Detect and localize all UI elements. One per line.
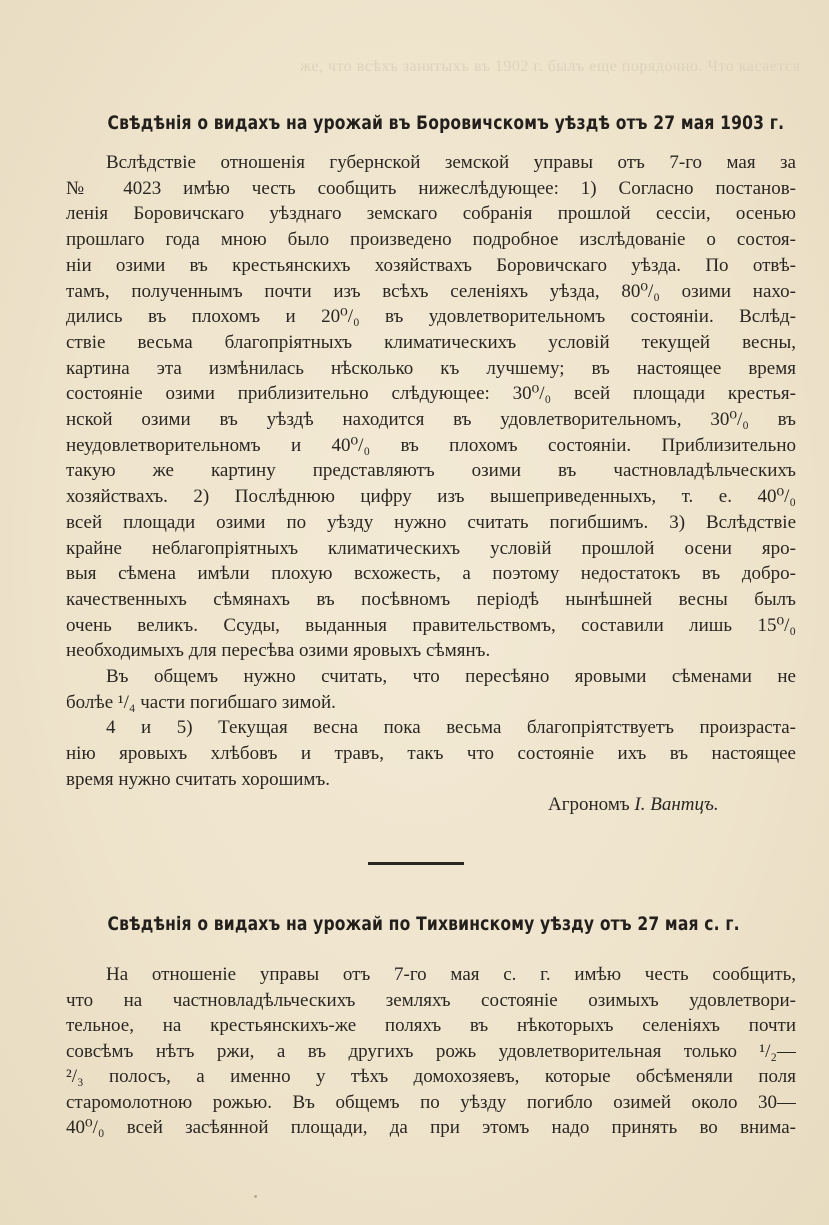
text-line: прошлаго года мною было произведено подробное изслѣдованіе о состоя- (66, 229, 796, 251)
paper-speck (254, 1195, 257, 1198)
text-line: состояніе озими приблизительно слѣдующее: 30⁰/₀ всей площади крестья- (66, 383, 796, 405)
text-line: очень великъ. Ссуды, выданныя правительствомъ, составили лишь 15⁰/₀ (66, 614, 796, 636)
text-line: выя сѣмена имѣли плохую всхожесть, а поэтому недостатокъ въ добро- (66, 563, 796, 585)
text-line: 4 и 5) Текущая весна пока весьма благопріятствуетъ произраста- (106, 717, 796, 739)
text-line: дились въ плохомъ и 20⁰/₀ въ удовлетворительномъ состояніи. Вслѣд- (66, 306, 796, 328)
signature (548, 794, 719, 816)
text-line: необходимыхъ для пересѣва озими яровыхъ сѣмянъ. (66, 640, 491, 662)
text-line: что на частновладѣльческихъ земляхъ состояніе озимыхъ удовлетвори- (66, 989, 796, 1011)
text-line: тамъ, полученнымъ почти изъ всѣхъ селеніяхъ уѣзда, 80⁰/₀ озими нахо- (66, 280, 796, 302)
text-line: крайне неблагопріятныхъ климатическихъ условій прошлой осени яро- (66, 537, 796, 559)
text-line: нію яровыхъ хлѣбовъ и травъ, такъ что состояніе ихъ въ настоящее (66, 743, 796, 765)
section-heading-borovichi: Свѣдѣнія о видахъ на урожай въ Боровичскомъ уѣздѣ отъ 27 мая 1903 г. (107, 112, 785, 134)
text-line: картина эта измѣнилась нѣсколько къ лучшему; въ настоящее время (66, 357, 796, 379)
text-line: Въ общемъ нужно считать, что пересѣяно яровыми сѣменами не (106, 666, 796, 687)
text-line: всей площади озими по уѣзду нужно считать погибшимъ. 3) Вслѣдствіе (66, 511, 796, 533)
text-line: неудовлетворительномъ и 40⁰/₀ въ плохомъ состояніи. Приблизительно (66, 434, 796, 456)
text-line: такую же картину представляютъ озими въ частновладѣльческихъ (66, 460, 796, 482)
text-line: На отношеніе управы отъ 7-го мая с. г. имѣю честь сообщить, (106, 964, 796, 985)
text-line: хозяйствахъ. 2) Послѣднюю цифру изъ вышеприведенныхъ, т. е. 40⁰/₀ (66, 486, 796, 508)
text-line: ніи озими въ крестьянскихъ хозяйствахъ Боровичскаго уѣзда. По отвѣ- (66, 254, 796, 276)
text-line: совсѣмъ нѣтъ ржи, а въ другихъ рожь удовлетворительная только ¹/₂— (66, 1040, 796, 1062)
text-line: ²/₃ полосъ, а именно у тѣхъ домохозяевъ, которые обсѣменяли поля (66, 1066, 796, 1087)
text-line: болѣе ¹/₄ части погибшаго зимой. (66, 691, 336, 713)
text-line: № 4023 имѣю честь сообщить нижеслѣдующее: 1) Согласно постанов- (66, 177, 796, 199)
text-line: нской озими въ уѣздѣ находится въ удовлетворительномъ, 30⁰/₀ въ (66, 409, 796, 430)
text-line: качественныхъ сѣмянахъ въ посѣвномъ періодѣ нынѣшней весны былъ (66, 588, 796, 610)
signature-title: Агрономъ (548, 794, 630, 815)
text-line: время нужно считать хорошимъ. (66, 768, 331, 790)
text-line: ленія Боровичскаго уѣзднаго земскаго собранія прошлой сессіи, осенью (66, 203, 796, 225)
section-heading-tikhvin: Свѣдѣнія о видахъ на урожай по Тихвинскому уѣзду отъ 27 мая с. г. (107, 913, 740, 935)
text-line: 40⁰/₀ всей засѣянной площади, да при этомъ надо принять во внима- (66, 1117, 796, 1138)
text-line: ствіе весьма благопріятныхъ климатическихъ условій текущей весны, (66, 331, 796, 353)
text-line: старомолотною рожью. Въ общемъ по уѣзду погибло озимей около 30— (66, 1091, 796, 1113)
text-line: Вслѣдствіе отношенія губернской земской управы отъ 7-го мая за (106, 152, 796, 173)
text-line: тельное, на крестьянскихъ-же поляхъ въ нѣкоторыхъ селеніяхъ почти (66, 1015, 796, 1036)
bleed-through-text: же, что всѣхъ занятыхъ въ 1902 г. былъ еще порядочно. Что касается (300, 58, 801, 75)
signature-name: І. Вантцъ. (634, 794, 719, 815)
section-divider (368, 862, 464, 865)
